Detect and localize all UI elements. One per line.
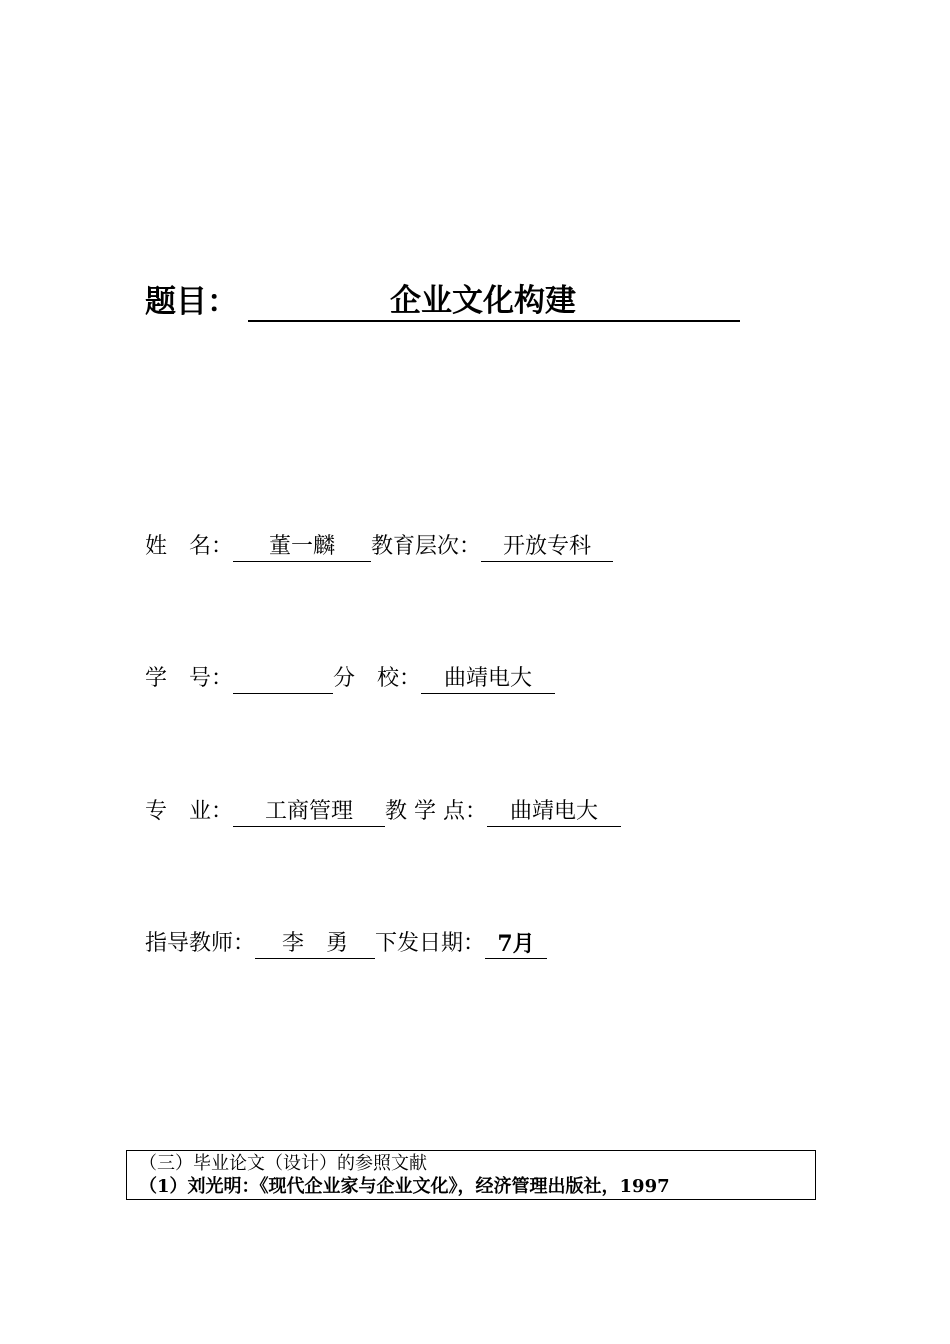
issue-date-value: 7月 [485,930,547,959]
level-value: 开放专科 [481,533,613,562]
field-row-name-level [145,530,613,562]
name-value: 董一麟 [233,533,371,562]
teaching-site-value: 曲靖电大 [487,798,621,827]
teaching-site-label: 教 学 点： [385,799,488,824]
field-row-advisor-date [145,927,547,959]
name-label: 姓 名： [145,534,234,559]
title-row [145,280,740,322]
references-heading: （三）毕业论文（设计）的参照文献 [139,1153,427,1174]
branch-value: 曲靖电大 [421,665,555,694]
student-id-value [233,665,333,694]
field-row-major-site [145,795,621,827]
title-value: 企业文化构建 [248,282,740,322]
student-id-label: 学 号： [145,666,234,691]
field-row-id-branch [145,662,555,694]
level-label: 教育层次： [371,534,482,559]
advisor-label: 指导教师： [145,931,256,956]
title-label: 题目： [145,284,238,320]
branch-label: 分 校： [333,666,422,691]
reference-item: （1）刘光明：《现代企业家与企业文化》，经济管理出版社，1997 [139,1176,670,1197]
major-value: 工商管理 [233,798,385,827]
advisor-value: 李 勇 [255,930,375,959]
major-label: 专 业： [145,799,234,824]
issue-date-label: 下发日期： [375,931,486,956]
references-box [126,1150,816,1200]
